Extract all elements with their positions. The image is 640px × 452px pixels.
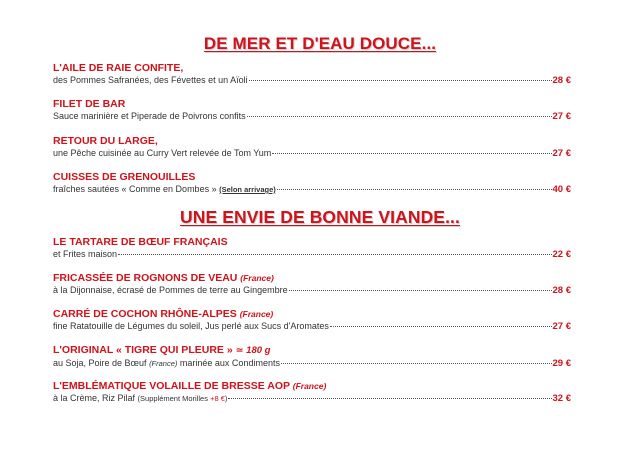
item-price: 22 € <box>552 249 571 260</box>
item-name: FILET DE BAR <box>53 98 126 110</box>
item-origin: (France) <box>239 309 274 319</box>
leader-dots <box>330 326 552 327</box>
item-name: CUISSES DE GRENOUILLES <box>53 171 196 183</box>
menu-item-cochon <box>53 308 571 333</box>
item-origin: (France) <box>292 381 327 391</box>
leader-dots <box>247 116 552 117</box>
item-price: 32 € <box>552 393 571 404</box>
item-price: 27 € <box>552 148 571 159</box>
item-description: à la Dijonnaise, écrasé de Pommes de terre au Gingembre <box>53 285 288 295</box>
item-name: L'EMBLÉMATIQUE VOLAILLE DE BRESSE AOP (France) <box>53 380 327 392</box>
supplement-price: +8 € <box>210 394 225 403</box>
menu-item-tigre-qui-pleure <box>53 344 571 370</box>
availability-note: (Selon arrivage) <box>219 185 276 194</box>
item-description: fine Ratatouille de Légumes du soleil, Jus perlé aux Sucs d'Aromates <box>53 321 329 331</box>
item-price: 27 € <box>552 111 571 122</box>
item-name: RETOUR DU LARGE, <box>53 135 158 147</box>
item-name: L'AILE DE RAIE CONFITE, <box>53 62 184 74</box>
section-title-seafood: DE MER ET D'EAU DOUCE... <box>203 34 437 53</box>
item-price: 27 € <box>552 321 571 332</box>
item-description: et Frites maison <box>53 249 118 259</box>
leader-dots <box>228 398 551 399</box>
item-origin: (France) <box>240 273 274 283</box>
item-price: 28 € <box>552 285 571 296</box>
menu-item-grenouilles <box>53 171 571 196</box>
item-description: fraîches sautées « Comme en Dombes » (Selon arrivage) <box>53 184 276 194</box>
supplement-label: (Supplément Morilles <box>137 394 211 403</box>
item-weight: ≃ 180 g <box>235 345 271 356</box>
item-description: à la Crème, Riz Pilaf (Supplément Morilles +8 €) <box>53 393 228 403</box>
leader-dots <box>272 153 551 154</box>
leader-dots <box>289 290 552 291</box>
item-origin: (France) <box>149 359 178 368</box>
item-name: CARRÉ DE COCHON RHÔNE-ALPES (France) <box>53 308 274 320</box>
menu-item-tartare <box>53 236 571 261</box>
item-name: L'ORIGINAL « TIGRE QUI PLEURE » ≃ 180 g <box>53 344 271 356</box>
menu-item-volaille-bresse <box>53 380 571 405</box>
menu-item-retour-du-large <box>53 135 571 160</box>
leader-dots <box>118 254 551 255</box>
item-price: 40 € <box>552 184 571 195</box>
leader-dots <box>277 189 552 190</box>
leader-dots <box>249 80 552 81</box>
item-description: Sauce marinière et Piperade de Poivrons confits <box>53 111 246 121</box>
item-description: une Pêche cuisinée au Curry Vert relevée de Tom Yum <box>53 148 272 158</box>
menu-item-raie <box>53 62 571 87</box>
item-description: au Soja, Poire de Bœuf (France) marinée aux Condiments <box>53 358 280 368</box>
section-title-meat: UNE ENVIE DE BONNE VIANDE... <box>180 207 460 227</box>
item-price: 28 € <box>552 75 571 86</box>
item-price: 29 € <box>552 358 571 369</box>
menu-item-rognons <box>53 272 571 297</box>
leader-dots <box>281 363 552 364</box>
menu-item-bar <box>53 98 571 123</box>
item-name: FRICASSÉE DE ROGNONS DE VEAU (France) <box>53 272 274 284</box>
item-description: des Pommes Safranées, des Févettes et un Aïoli <box>53 75 248 85</box>
item-name: LE TARTARE DE BŒUF FRANÇAIS <box>53 236 228 248</box>
